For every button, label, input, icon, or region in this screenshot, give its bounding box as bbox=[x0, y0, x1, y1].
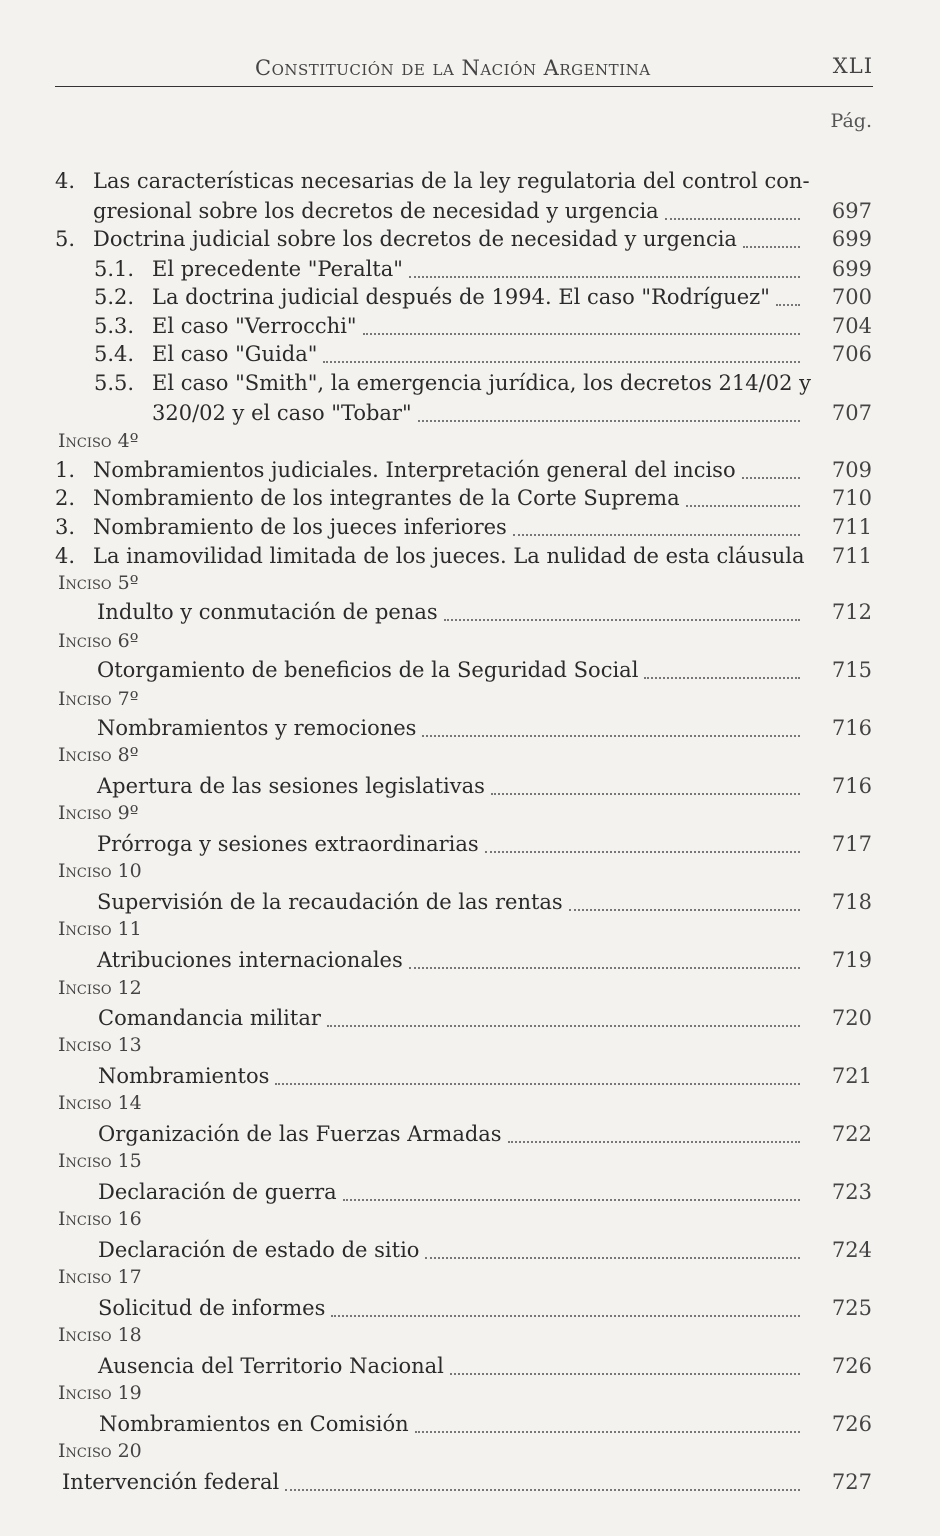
entry-number: 5.4. bbox=[94, 342, 135, 366]
entry-page-number: 717 bbox=[831, 832, 872, 856]
entry-page-number: 726 bbox=[831, 1412, 872, 1436]
toc-entry bbox=[0, 1467, 940, 1497]
inciso-heading: Inciso 16 bbox=[58, 1208, 142, 1230]
inciso-heading: Inciso 9º bbox=[58, 802, 139, 824]
running-header-title: Constitución de la Nación Argentina bbox=[255, 56, 651, 80]
entry-page-number: 711 bbox=[831, 544, 872, 568]
entry-number: 3. bbox=[55, 515, 76, 539]
toc-entry bbox=[0, 483, 940, 513]
toc-entry bbox=[0, 1003, 940, 1033]
inciso-heading: Inciso 12 bbox=[58, 977, 142, 999]
entry-title: La inamovilidad limitada de los jueces. La nulidad de esta cláusula bbox=[93, 544, 805, 568]
dot-leader bbox=[331, 1315, 800, 1317]
toc-entry bbox=[0, 1293, 940, 1323]
dot-leader bbox=[665, 218, 800, 220]
entry-title: Indulto y conmutación de penas bbox=[97, 600, 438, 624]
entry-page-number: 726 bbox=[831, 1354, 872, 1378]
entry-page-number: 699 bbox=[831, 257, 872, 281]
dot-leader bbox=[327, 1025, 800, 1027]
entry-title: Atribuciones internacionales bbox=[97, 948, 403, 972]
toc-entry bbox=[0, 541, 940, 571]
entry-number: 5.5. bbox=[94, 371, 135, 395]
entry-title: Nombramientos y remociones bbox=[97, 716, 417, 740]
entry-page-number: 716 bbox=[831, 774, 872, 798]
toc-entry bbox=[0, 597, 940, 627]
entry-page-number: 720 bbox=[831, 1006, 872, 1030]
entry-title: Nombramiento de los jueces inferiores bbox=[93, 515, 507, 539]
dot-leader bbox=[491, 793, 800, 795]
inciso-heading: Inciso 20 bbox=[58, 1440, 142, 1462]
inciso-heading: Inciso 6º bbox=[58, 630, 139, 652]
dot-leader bbox=[285, 1489, 800, 1491]
entry-title: Nombramientos en Comisión bbox=[99, 1412, 409, 1436]
entry-page-number: 709 bbox=[831, 458, 872, 482]
entry-number: 5.2. bbox=[94, 285, 135, 309]
toc-entry bbox=[0, 887, 940, 917]
entry-number: 2. bbox=[55, 486, 76, 510]
entry-page-number: 710 bbox=[831, 486, 872, 510]
entry-page-number: 704 bbox=[831, 314, 872, 338]
entry-page-number: 722 bbox=[831, 1122, 872, 1146]
dot-leader bbox=[418, 420, 800, 422]
entry-number: 4. bbox=[55, 169, 76, 193]
entry-title: gresional sobre los decretos de necesidad y urgencia bbox=[93, 199, 659, 223]
inciso-heading: Inciso 14 bbox=[58, 1092, 142, 1114]
entry-page-number: 711 bbox=[831, 515, 872, 539]
dot-leader bbox=[513, 534, 800, 536]
toc-entry bbox=[0, 1061, 940, 1091]
dot-leader bbox=[485, 851, 800, 853]
dot-leader bbox=[743, 246, 800, 248]
inciso-heading: Inciso 13 bbox=[58, 1034, 142, 1056]
entry-title: Nombramiento de los integrantes de la Corte Suprema bbox=[93, 486, 680, 510]
toc-entry bbox=[0, 282, 940, 312]
entry-title: El caso "Verrocchi" bbox=[152, 314, 357, 338]
toc-entry bbox=[0, 196, 940, 226]
entry-title: Intervención federal bbox=[62, 1470, 280, 1494]
entry-title: Doctrina judicial sobre los decretos de necesidad y urgencia bbox=[93, 227, 737, 251]
dot-leader bbox=[742, 477, 800, 479]
entry-page-number: 700 bbox=[831, 285, 872, 309]
dot-leader bbox=[409, 967, 800, 969]
entry-page-number: 712 bbox=[831, 600, 872, 624]
entry-title: Supervisión de la recaudación de las rentas bbox=[97, 890, 563, 914]
toc-entry bbox=[0, 166, 940, 196]
entry-page-number: 699 bbox=[831, 227, 872, 251]
entry-title: Declaración de guerra bbox=[98, 1180, 337, 1204]
dot-leader bbox=[686, 505, 800, 507]
entry-title: Declaración de estado de sitio bbox=[98, 1238, 420, 1262]
toc-entry bbox=[0, 339, 940, 369]
inciso-heading: Inciso 19 bbox=[58, 1382, 142, 1404]
entry-title: Otorgamiento de beneficios de la Seguridad Social bbox=[97, 658, 639, 682]
inciso-heading: Inciso 17 bbox=[58, 1266, 142, 1288]
dot-leader bbox=[363, 333, 800, 335]
entry-title: Solicitud de informes bbox=[98, 1296, 326, 1320]
page-folio: XLI bbox=[832, 54, 873, 78]
entry-title: 320/02 y el caso "Tobar" bbox=[152, 401, 412, 425]
entry-title: Apertura de las sesiones legislativas bbox=[97, 774, 485, 798]
entry-title: Prórroga y sesiones extraordinarias bbox=[97, 832, 479, 856]
entry-title: La doctrina judicial después de 1994. El caso "Rodríguez" bbox=[152, 285, 770, 309]
entry-title: Comandancia militar bbox=[98, 1006, 321, 1030]
entry-page-number: 706 bbox=[831, 342, 872, 366]
toc-entry bbox=[0, 311, 940, 341]
toc-entry bbox=[0, 254, 940, 284]
entry-title: Nombramientos bbox=[98, 1064, 270, 1088]
toc-entry bbox=[0, 224, 940, 254]
dot-leader bbox=[776, 304, 800, 306]
entry-number: 5. bbox=[55, 227, 76, 251]
entry-page-number: 715 bbox=[831, 658, 872, 682]
dot-leader bbox=[508, 1141, 800, 1143]
entry-page-number: 697 bbox=[831, 199, 872, 223]
entry-page-number: 724 bbox=[831, 1238, 872, 1262]
inciso-heading: Inciso 8º bbox=[58, 744, 139, 766]
running-header bbox=[55, 46, 873, 87]
toc-entry bbox=[0, 1235, 940, 1265]
entry-title: El caso "Smith", la emergencia jurídica, los decretos 214/02 y bbox=[152, 371, 811, 395]
dot-leader bbox=[422, 735, 800, 737]
dot-leader bbox=[450, 1373, 800, 1375]
toc-entry bbox=[0, 398, 940, 428]
inciso-heading: Inciso 15 bbox=[58, 1150, 142, 1172]
toc-entry bbox=[0, 829, 940, 859]
toc-entry bbox=[0, 1119, 940, 1149]
toc-entry bbox=[0, 713, 940, 743]
entry-page-number: 727 bbox=[831, 1470, 872, 1494]
entry-page-number: 725 bbox=[831, 1296, 872, 1320]
toc-entry bbox=[0, 455, 940, 485]
dot-leader bbox=[415, 1431, 800, 1433]
dot-leader bbox=[323, 361, 800, 363]
entry-page-number: 719 bbox=[831, 948, 872, 972]
inciso-heading: Inciso 18 bbox=[58, 1324, 142, 1346]
entry-number: 5.1. bbox=[94, 257, 135, 281]
entry-title: Organización de las Fuerzas Armadas bbox=[98, 1122, 502, 1146]
inciso-heading: Inciso 5º bbox=[58, 572, 139, 594]
toc-entry bbox=[0, 945, 940, 975]
entry-title: Las características necesarias de la ley regulatoria del control con- bbox=[93, 169, 810, 193]
toc-entry bbox=[0, 771, 940, 801]
entry-page-number: 721 bbox=[831, 1064, 872, 1088]
inciso-heading: Inciso 7º bbox=[58, 688, 139, 710]
dot-leader bbox=[409, 276, 800, 278]
inciso-heading: Inciso 11 bbox=[58, 918, 142, 940]
entry-number: 5.3. bbox=[94, 314, 135, 338]
dot-leader bbox=[644, 677, 800, 679]
dot-leader bbox=[444, 619, 800, 621]
toc-entry bbox=[0, 512, 940, 542]
dot-leader bbox=[343, 1199, 800, 1201]
entry-number: 1. bbox=[55, 458, 76, 482]
entry-title: Ausencia del Territorio Nacional bbox=[98, 1354, 444, 1378]
toc-entry bbox=[0, 1177, 940, 1207]
entry-page-number: 716 bbox=[831, 716, 872, 740]
toc-entry bbox=[0, 655, 940, 685]
entry-page-number: 723 bbox=[831, 1180, 872, 1204]
dot-leader bbox=[425, 1257, 800, 1259]
entry-title: El caso "Guida" bbox=[152, 342, 318, 366]
inciso-heading: Inciso 4º bbox=[58, 430, 139, 452]
entry-page-number: 718 bbox=[831, 890, 872, 914]
dot-leader bbox=[275, 1083, 800, 1085]
entry-page-number: 707 bbox=[831, 401, 872, 425]
entry-number: 4. bbox=[55, 544, 76, 568]
page-column-label: Pág. bbox=[830, 110, 872, 132]
dot-leader bbox=[569, 909, 800, 911]
toc-entry bbox=[0, 1409, 940, 1439]
entry-title: El precedente "Peralta" bbox=[152, 257, 403, 281]
toc-entry bbox=[0, 1351, 940, 1381]
toc-entry bbox=[0, 368, 940, 398]
inciso-heading: Inciso 10 bbox=[58, 860, 142, 882]
entry-title: Nombramientos judiciales. Interpretación general del inciso bbox=[93, 458, 736, 482]
